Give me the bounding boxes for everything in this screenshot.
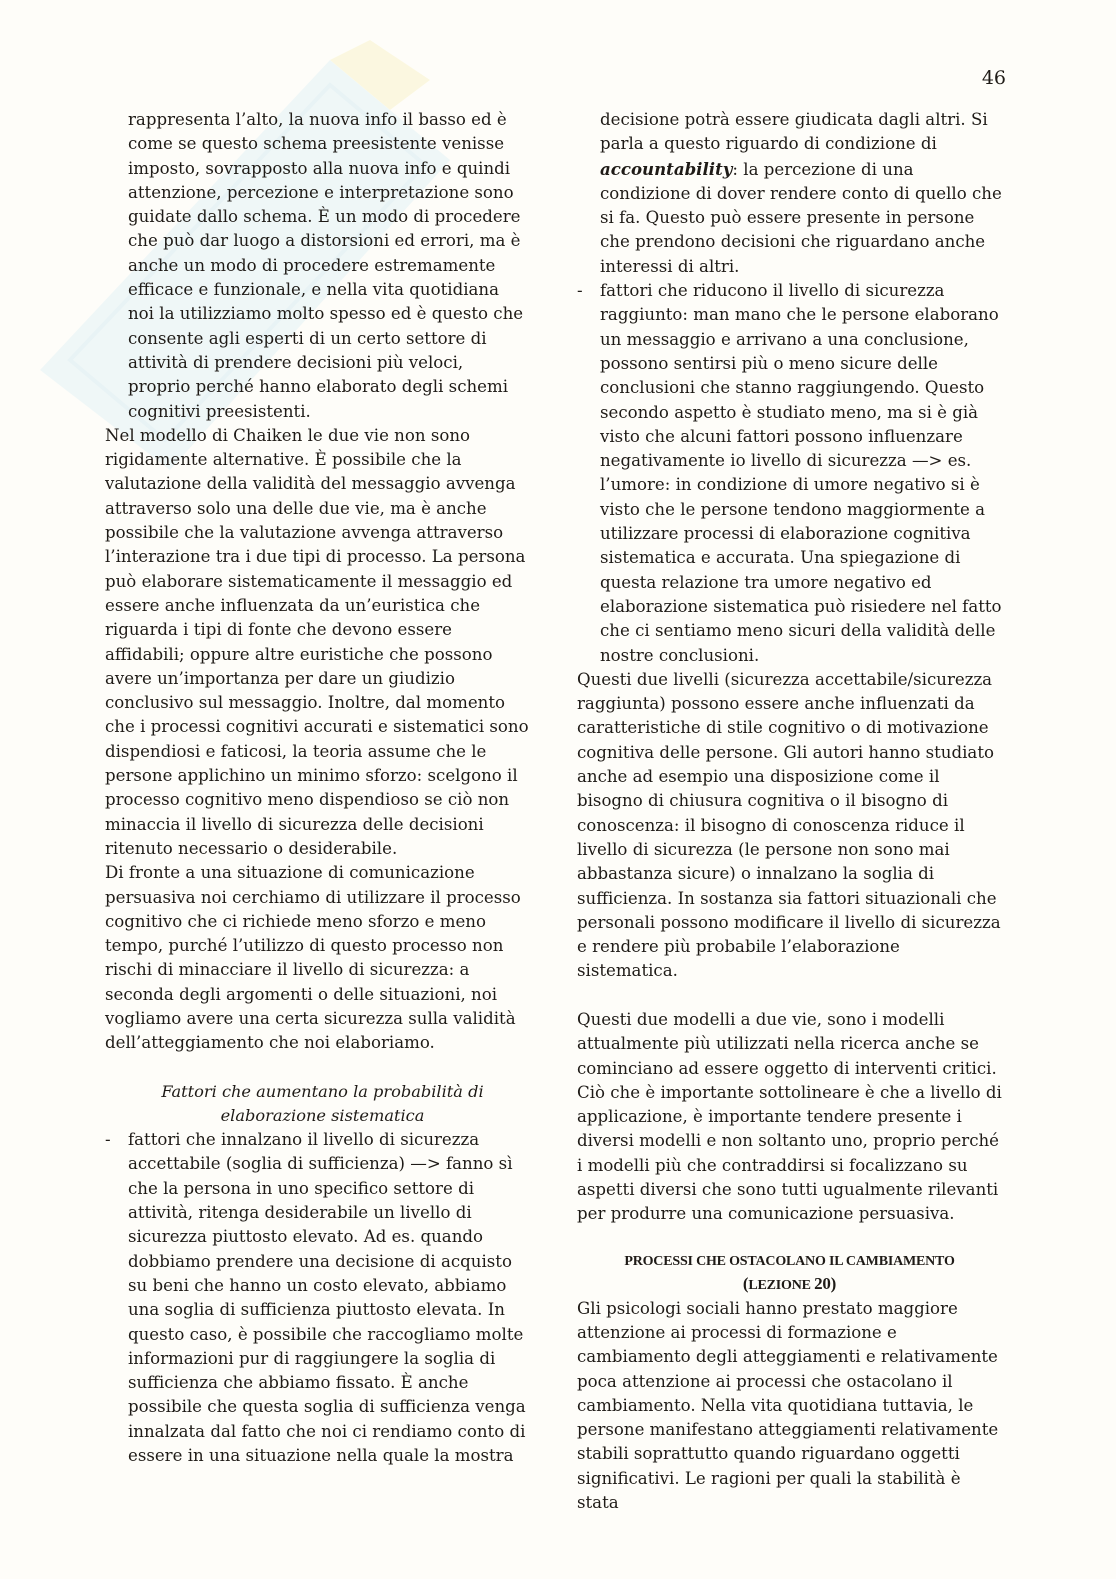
spacer [577, 984, 1002, 1008]
paragraph: rappresenta l’alto, la nuova info il basso ed è come se questo schema preesistente venisse imposto, sovrapposto alla nuova info e quindi attenzione, percezione e interpretazione sono guidate dallo schema. È un modo di procedere che può dar luogo a distorsioni ed errori, ma è anche un modo di procedere estremamente efficace e funzionale, e nella vita quotidiana noi la utilizziamo molto spesso ed è questo che consente agli esperti di un certo settore di attività di prendere decisioni più veloci, proprio perché hanno elaborato degli schemi cognitivi preesistenti. [128, 110, 524, 421]
paragraph: Gli psicologi sociali hanno prestato maggiore attenzione ai processi di formazione e cambiamento degli atteggiamenti e relativamente poca attenzione ai processi che ostacolano il cambiamento. Nella vita quotidiana tuttavia, le persone manifestano atteggiamenti relativamente stabili soprattutto quando riguardano oggetti significativi. Le ragioni per quali la stabilità è stata [577, 1298, 999, 1513]
bullet-text: fattori che innalzano il livello di sicurezza accettabile (soglia di sufficienza) —> fanno sì che la persona in uno specifico settore di attività, ritenga desiderabile un livello di sicurezza piuttosto elevato. Ad es. quando dobbiamo prendere una decisione di acquisto su beni che hanno un costo elevato, abbiamo una soglia di sufficienza piuttosto elevata. In questo caso, è possibile che raccogliamo molte informazioni pur di raggiungere la soglia di sufficienza che abbiamo fissato. È anche possibile che questa soglia di sufficienza venga innalzata dal fatto che noi ci rendiamo conto di essere in una situazione nella quale la mostra [128, 1130, 526, 1466]
paragraph: Questi due livelli (sicurezza accettabile/sicurezza raggiunta) possono essere anche influenzati da caratteristiche di stile cognitivo o di motivazione cognitiva delle persone. Gli autori hanno studiato anche ad esempio una disposizione come il bisogno di chiusura cognitiva o il bisogno di conoscenza: il bisogno di conoscenza riduce il livello di sicurezza (le persone non sono mai abbastanza sicure) o innalzano la soglia di sufficienza. In sostanza sia fattori situazionali che personali possono modificare il livello di sicurezza e rendere più probabile l’elaborazione sistematica. [577, 669, 1001, 981]
paragraph: Questi due modelli a due vie, sono i modelli attualmente più utilizzati nella ricerca anche se cominciano ad essere oggetto di interventi critici. Ciò che è importante sottolineare è che a livello di applicazione, è importante tendere presente i diversi modelli e non soltanto uno, proprio perché i modelli più che contraddirsi si focalizzano su aspetti diversi che sono tutti ugualmente rilevanti per produrre una comunicazione persuasiva. [577, 1009, 1002, 1224]
section-lesson-num: 20) [814, 1273, 837, 1293]
paragraph: Nel modello di Chaiken le due vie non sono rigidamente alternative. È possibile che la valutazione della validità del messaggio avvenga attraverso solo una delle due vie, ma è anche possibile che la valutazione avvenga attraverso l’interazione tra i due tipi di processo. La persona può elaborare sistematicamente il messaggio ed essere anche influenzata da un’euristica che riguarda i tipi di fonte che devono essere affidabili; oppure altre euristiche che possono avere un’importanza per dare un giudizio conclusivo sul messaggio. Inoltre, dal momento che i processi cognitivi accurati e sistematici sono dispendiosi e faticosi, la teoria assume che le persone applichino un minimo sforzo: scelgono il processo cognitivo meno dispendioso se ciò non minaccia il livello di sicurezza delle decisioni ritenuto necessario o desiderabile. [105, 425, 529, 858]
section-lesson-open: ( [742, 1273, 749, 1293]
page-number: 46 [981, 67, 1006, 89]
bullet-text: fattori che riducono il livello di sicurezza raggiunto: man mano che le persone elaborano un messaggio e arrivano a una conclusione, possono sentirsi più o meno sicure delle conclusioni che stanno raggiungendo. Questo secondo aspetto è studiato meno, ma si è già visto che alcuni fattori possono influenzare negativamente io livello di sicurezza —> es. l’umore: in condizione di umore negativo si è visto che le persone tendono maggiormente a utilizzare processi di elaborazione cognitiva sistematica e accurata. Una spiegazione di questa relazione tra umore negativo ed elaborazione sistematica può risiedere nel fatto che ci sentiamo meno sicuri della validità delle nostre conclusioni. [600, 281, 1002, 665]
left-column [105, 108, 530, 1468]
bullet-item [577, 279, 1002, 668]
paragraph [577, 108, 1002, 279]
bullet-item [105, 1128, 530, 1468]
subheading: Fattori che aumentano la probabilità di elaborazione sistematica [161, 1081, 484, 1125]
section-lesson-word: LEZIONE [748, 1277, 811, 1293]
paragraph: Di fronte a una situazione di comunicazione persuasiva noi cerchiamo di utilizzare il processo cognitivo che ci richiede meno sforzo e meno tempo, purché l’utilizzo di questo processo non rischi di minacciare il livello di sicurezza: a seconda degli argomenti o delle situazioni, noi vogliamo avere una certa sicurezza sulla validità dell’atteggiamento che noi elaboriamo. [105, 863, 521, 1053]
right-column [577, 108, 1002, 1515]
text-span: : la percezione di una condizione di dover rendere conto di quello che si fa. Questo può essere presente in persone che prendono decisioni che riguardano anche interessi di altri. [600, 159, 1002, 276]
bullet-dash: - [577, 281, 583, 301]
text-span: decisione potrà essere giudicata dagli altri. Si parla a questo riguardo di condizione di [600, 110, 988, 154]
bullet-dash: - [105, 1130, 111, 1150]
section-title: PROCESSI CHE OSTACOLANO IL CAMBIAMENTO [624, 1253, 955, 1269]
term-accountability: accountability [600, 158, 733, 179]
section-heading [577, 1251, 1002, 1297]
